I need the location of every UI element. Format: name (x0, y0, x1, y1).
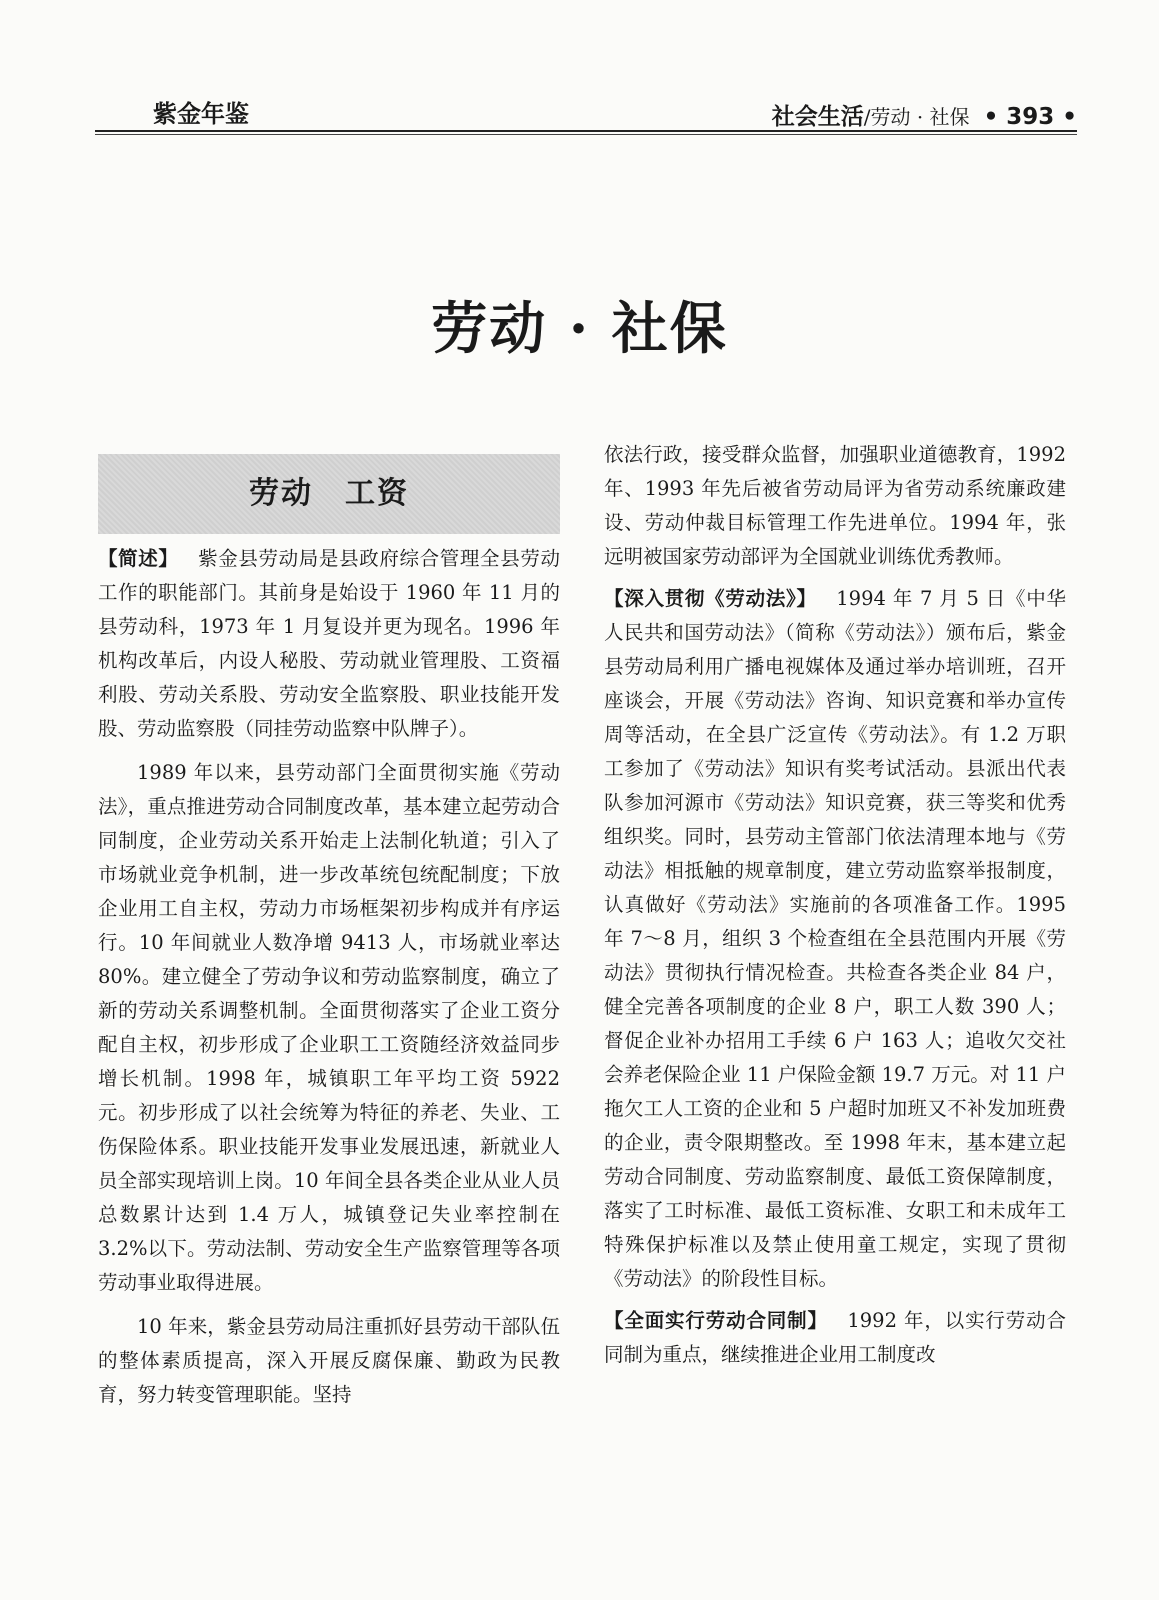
paragraph: 依法行政，接受群众监督，加强职业道德教育，1992 年、1993 年先后被省劳动局评为省劳动系统廉政建设、劳动仲裁目标管理工作先进单位。1994 年，张远明被国家劳动部评为全国就业训练优秀教师。 (604, 443, 1066, 568)
entry-heading-labor-law: 【深入贯彻《劳动法》】 (604, 587, 817, 610)
paragraph-text: 1992 年，以实行劳动合同制为重点，继续推进企业用工制度改 (604, 1309, 1066, 1366)
subsection-name: /劳动 · 社保 (863, 105, 970, 129)
section-path (772, 98, 1077, 131)
header-rule-thin (95, 134, 1077, 135)
paragraph-text: 紫金县劳动局是县政府综合管理全县劳动工作的职能部门。其前身是始设于 1960 年 11 月的县劳动科，1973 年 1 月复设并更为现名。1996 年机构改革后，内设人秘股、劳动就业管理股、工资福利股、劳动关系股、劳动安全监察股、职业技能开发股、劳动监察股（同挂劳动监察中队牌子）。 (98, 547, 560, 740)
section-name: 社会生活 (771, 104, 864, 130)
running-header (95, 94, 1077, 130)
section-band (98, 454, 560, 534)
entry-heading-labor-contract: 【全面实行劳动合同制】 (604, 1309, 828, 1332)
header-rule (95, 130, 1077, 132)
paragraph-text: 1994 年 7 月 5 日《中华人民共和国劳动法》（简称《劳动法》）颁布后，紫金县劳动局利用广播电视媒体及通过举办培训班，召开座谈会，开展《劳动法》咨询、知识竞赛和举办宣传周等活动，在全县广泛宣传《劳动法》。有 1.2 万职工参加了《劳动法》知识有奖考试活动。县派出代表队参加河源市《劳动法》知识竞赛，获三等奖和优秀组织奖。同时，县劳动主管部门依法清理本地与《劳动法》相抵触的规章制度，建立劳动监察举报制度，认真做好《劳动法》实施前的各项准备工作。1995 年 7～8 月，组织 3 个检查组在全县范围内开展《劳动法》贯彻执行情况检查。共检查各类企业 84 户，健全完善各项制度的企业 8 户，职工人数 390 人；督促企业补办招用工手续 6 户 163 人；追收欠交社会养老保险企业 11 户保险金额 19.7 万元。对 11 户拖欠工人工资的企业和 5 户超时加班又不补发加班费的企业，责令限期整改。至 1998 年末，基本建立起劳动合同制度、劳动监察制度、最低工资保障制度，落实了工时标准、最低工资标准、女职工和未成年工特殊保护标准以及禁止使用童工规定，实现了贯彻《劳动法》的阶段性目标。 (604, 587, 1066, 1290)
paragraph: 10 年来，紫金县劳动局注重抓好县劳动干部队伍的整体素质提高，深入开展反腐保廉、勤政为民教育，努力转变管理职能。坚持 (98, 1315, 560, 1406)
page-number: • 393 • (983, 104, 1077, 130)
paragraph-overview (98, 542, 560, 746)
entry-heading-overview: 【简述】 (98, 547, 179, 570)
section-title: 劳动 工资 (249, 476, 409, 511)
right-column (604, 438, 1066, 1372)
yearbook-name: 紫金年鉴 (153, 100, 249, 128)
left-column (98, 438, 560, 1412)
paragraph-labor-law (604, 582, 1066, 1296)
paragraph: 1989 年以来，县劳动部门全面贯彻实施《劳动法》，重点推进劳动合同制度改革，基本建立起劳动合同制度，企业劳动关系开始走上法制化轨道；引入了市场就业竞争机制，进一步改革统包统配制度；下放企业用工自主权，劳动力市场框架初步构成并有序运行。10 年间就业人数净增 9413 人，市场就业率达 80%。建立健全了劳动争议和劳动监察制度，确立了新的劳动关系调整机制。全面贯彻落实了企业工资分配自主权，初步形成了企业职工工资随经济效益同步增长机制。1998 年，城镇职工年平均工资 5922 元。初步形成了以社会统筹为特征的养老、失业、工伤保险体系。职业技能开发事业发展迅速，新就业人员全部实现培训上岗。10 年间全县各类企业从业人员总数累计达到 1.4 万人，城镇登记失业率控制在 3.2%以下。劳动法制、劳动安全生产监察管理等各项劳动事业取得进展。 (98, 761, 560, 1294)
paragraph-labor-contract (604, 1304, 1066, 1372)
chapter-title: 劳动 · 社保 (431, 296, 728, 362)
